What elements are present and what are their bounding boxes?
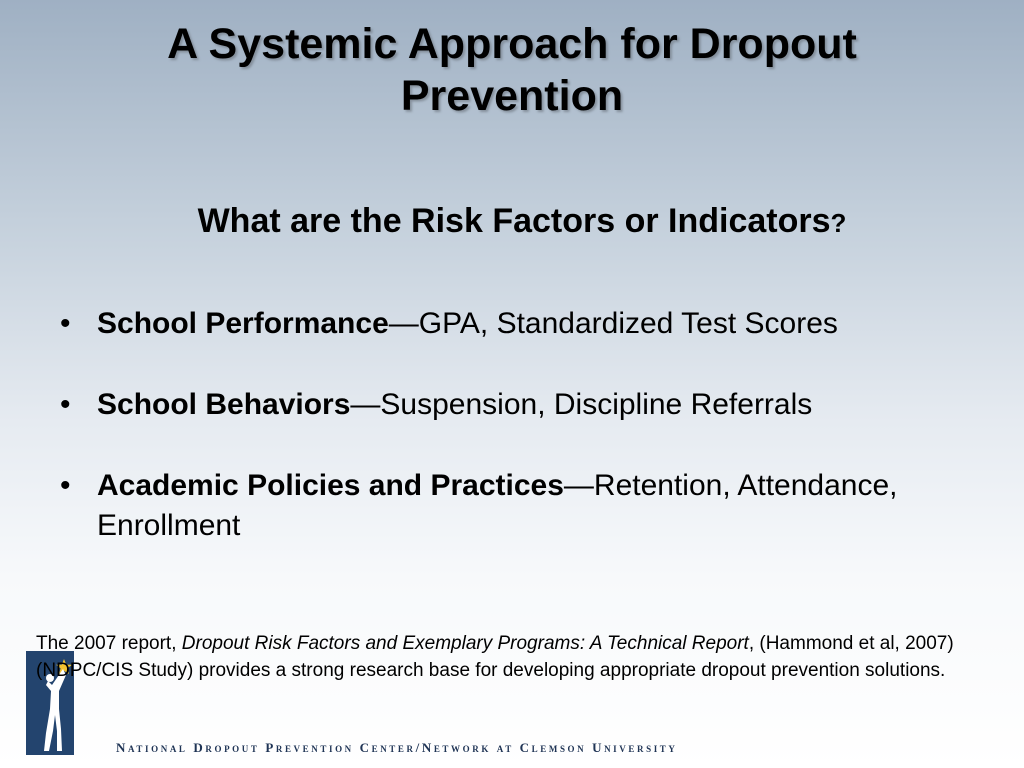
footer-organization: National Dropout Prevention Center/Network at Clemson University [116, 740, 678, 755]
bullet-detail: Retention, Attendance, Enrollment [97, 469, 898, 542]
bullet-term: School Behaviors [97, 388, 351, 421]
bullet-school-behaviors [56, 385, 1016, 425]
bullet-dash: — [563, 469, 594, 502]
bullet-school-performance [56, 304, 1016, 344]
bullet-dot: • [60, 469, 71, 502]
risk-factor-list [56, 304, 1016, 587]
slide-subtitle [0, 202, 1024, 241]
bullet-dash: — [350, 388, 381, 421]
footnote [36, 630, 976, 684]
bullet-term: Academic Policies and Practices [97, 469, 564, 502]
subtitle-text: What are the Risk Factors or Indicators [197, 202, 831, 240]
footnote-prefix: The 2007 report, [36, 633, 182, 654]
bullet-term: School Performance [97, 307, 389, 340]
bullet-academic-policies [56, 466, 1016, 546]
slide-title-line-1: A Systemic Approach for Dropout [167, 20, 857, 68]
subtitle-question-mark: ? [830, 208, 847, 238]
footnote-report-title: Dropout Risk Factors and Exemplary Programs: A Technical Report [181, 633, 749, 654]
bullet-dash: — [388, 307, 419, 340]
bullet-detail: Suspension, Discipline Referrals [380, 388, 813, 421]
bullet-dot: • [60, 307, 71, 340]
bullet-detail: GPA, Standardized Test Scores [418, 307, 838, 340]
slide-title-line-2: Prevention [400, 72, 624, 120]
bullet-dot: • [60, 388, 71, 421]
footnote-suffix: , (Hammond et al, 2007) (NDPC/CIS Study) provides a strong research base for developing appropriate dropout prevention solutions. [36, 633, 954, 681]
slide-title [100, 18, 924, 122]
